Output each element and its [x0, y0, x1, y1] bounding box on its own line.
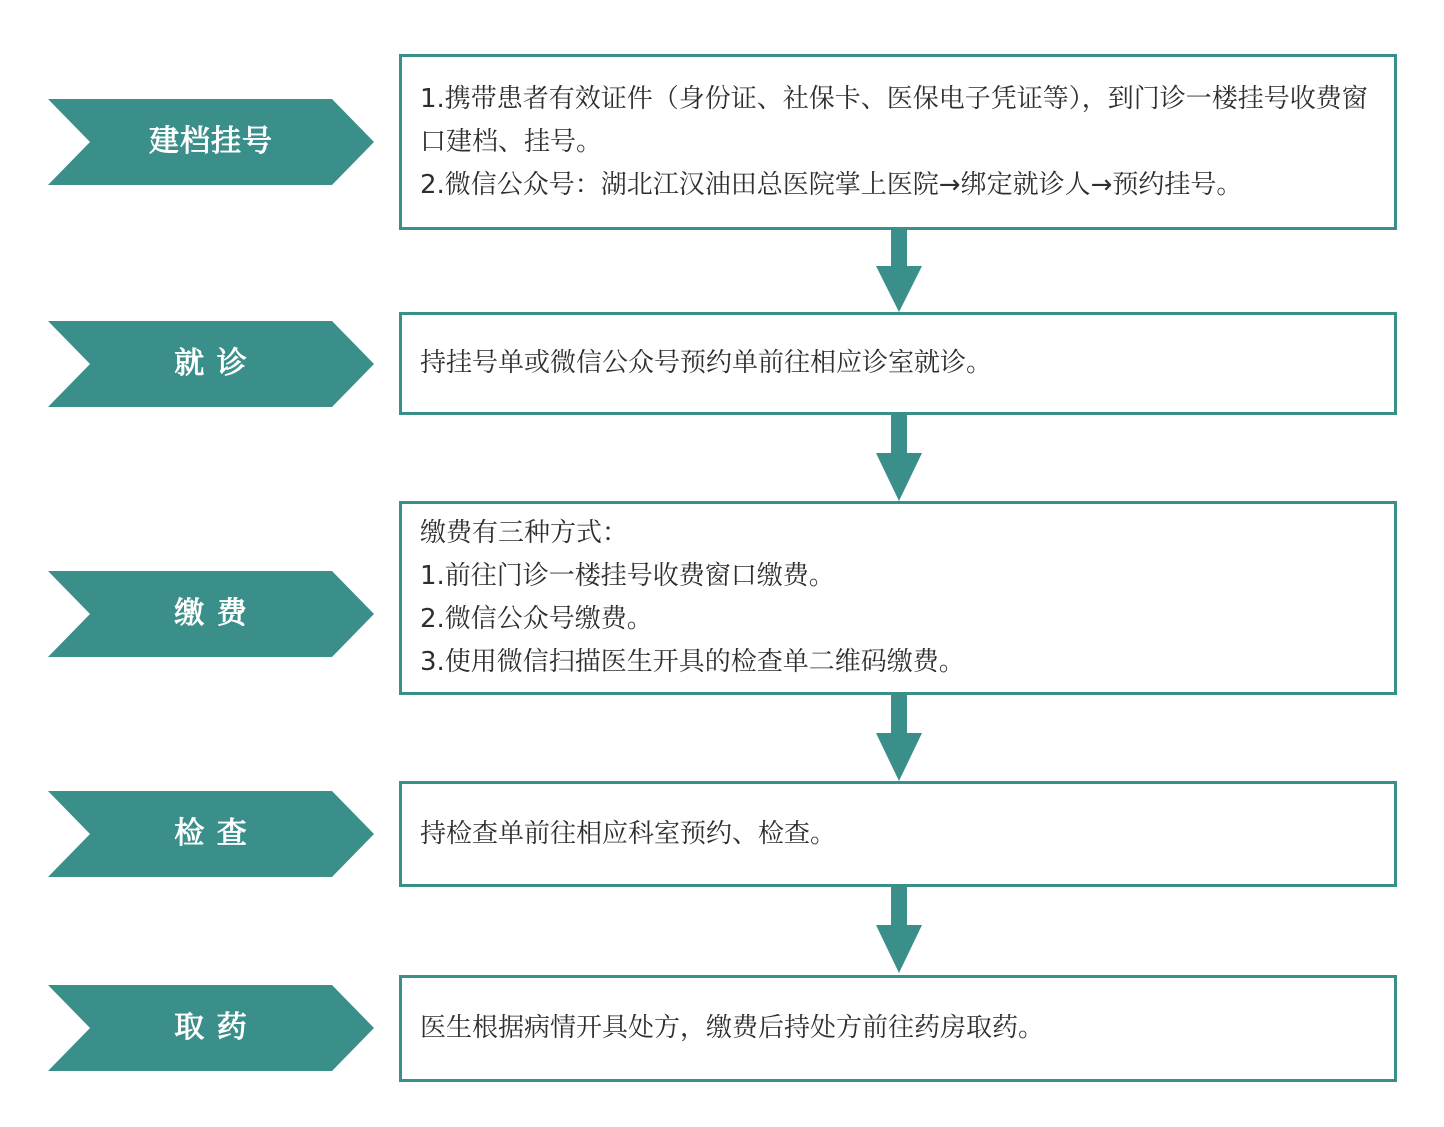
step-text-line: 1.携带患者有效证件（身份证、社保卡、医保电子凭证等），到门诊一楼挂号收费窗口建档、挂号。	[420, 83, 1368, 157]
step-text-line: 2.微信公众号缴费。	[420, 604, 653, 634]
step-box-medicine	[399, 975, 1397, 1082]
step-label-examination	[48, 791, 374, 877]
step-label-text: 检 查	[174, 816, 248, 851]
down-arrow	[876, 695, 922, 781]
step-text-line: 2.微信公众号：湖北江汉油田总医院掌上医院→绑定就诊人→预约挂号。	[420, 169, 1243, 200]
step-box-examination	[399, 781, 1397, 887]
down-arrow	[876, 230, 922, 312]
down-arrow	[876, 887, 922, 973]
step-text-line: 3.使用微信扫描医生开具的检查单二维码缴费。	[420, 647, 965, 677]
step-label-medicine	[48, 985, 374, 1071]
step-label-text: 建档挂号	[149, 124, 273, 159]
step-box-registration	[399, 54, 1397, 230]
step-box-payment	[399, 501, 1397, 695]
step-label-text: 缴 费	[174, 596, 248, 631]
step-text-line: 医生根据病情开具处方，缴费后持处方前往药房取药。	[420, 1013, 1045, 1043]
step-label-text: 取 药	[174, 1010, 248, 1045]
step-box-consultation	[399, 312, 1397, 415]
down-arrow	[876, 415, 922, 501]
step-label-consultation	[48, 321, 374, 407]
step-text-line: 1.前往门诊一楼挂号收费窗口缴费。	[420, 561, 835, 591]
step-label-registration	[48, 99, 374, 185]
step-text-line: 缴费有三种方式：	[420, 518, 629, 548]
step-label-text: 就 诊	[174, 346, 248, 381]
step-label-payment	[48, 571, 374, 657]
step-text-line: 持挂号单或微信公众号预约单前往相应诊室就诊。	[420, 348, 993, 378]
step-text-line: 持检查单前往相应科室预约、检查。	[420, 818, 837, 849]
